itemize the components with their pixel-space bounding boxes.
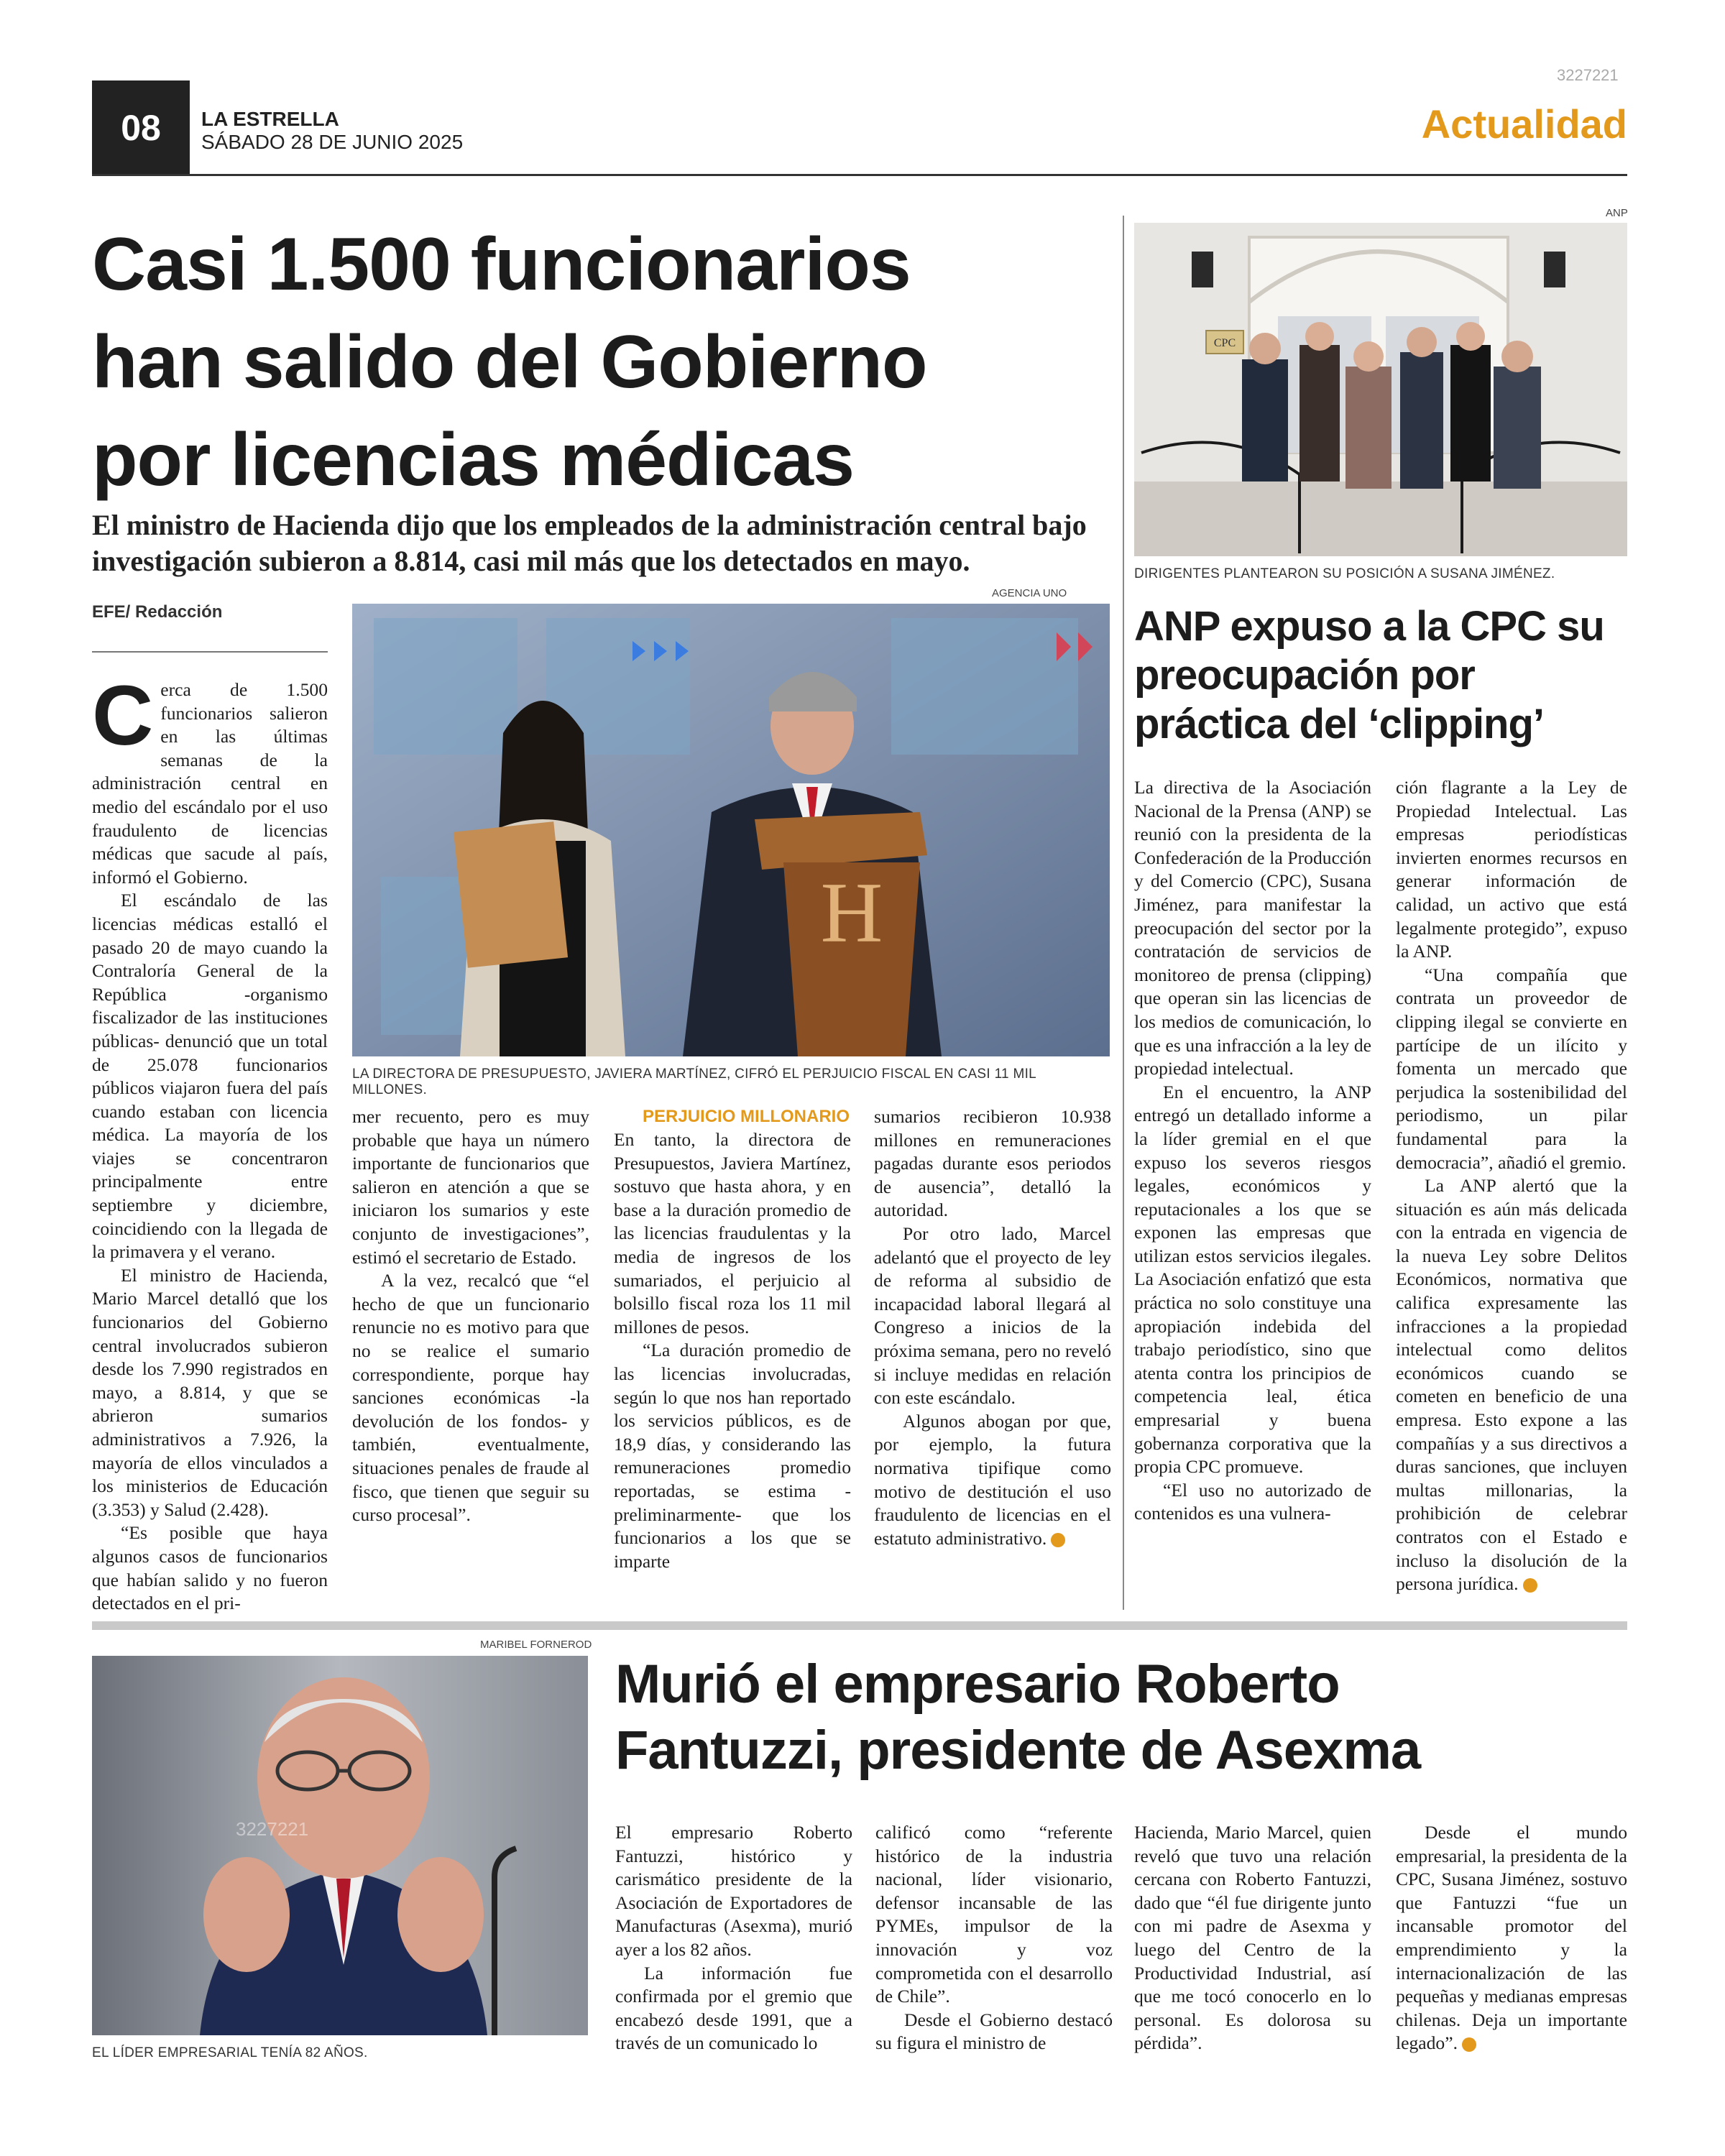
paragraph: sumarios recibieron 10.938 millones en remuneraciones pagadas durante esos periodos de ausencia”, detalló la autoridad. bbox=[874, 1106, 1111, 1221]
paragraph: Por otro lado, Marcel adelantó que el proyecto de ley de reforma al subsidio de incapacidad laboral llegará al Congreso a inicios de la próxima semana, pero no reveló si incluye medidas en relación con este escándalo. bbox=[874, 1222, 1111, 1409]
byline-rule bbox=[92, 651, 328, 653]
subhead: PERJUICIO MILLONARIO bbox=[643, 1107, 850, 1126]
side-column-2 bbox=[1396, 776, 1627, 1596]
bottom-headline-line: Murió el empresario Roberto bbox=[615, 1654, 1340, 1715]
paragraph: “El uso no autorizado de contenidos es una vulnera- bbox=[1134, 1479, 1371, 1524]
main-column-4 bbox=[874, 1105, 1111, 1550]
sign-text: CPC bbox=[1213, 337, 1236, 349]
main-headline-line: por licencias médicas bbox=[92, 418, 854, 502]
paragraph: Algunos abogan por que, por ejemplo, la futura normativa tipifique como motivo de destitución el uso fraudulento de licencias en el estatuto administrativo. bbox=[874, 1410, 1111, 1549]
bottom-headline bbox=[615, 1651, 1622, 1784]
bottom-column-4 bbox=[1396, 1821, 1627, 2055]
page-number: 08 bbox=[92, 80, 190, 175]
byline: EFE/ Redacción bbox=[92, 602, 223, 622]
side-photo bbox=[1134, 223, 1627, 556]
bottom-column-2 bbox=[875, 1821, 1113, 2055]
section-name: Actualidad bbox=[1421, 101, 1627, 147]
side-photo-credit: ANP bbox=[1606, 207, 1628, 219]
paragraph: mer recuento, pero es muy probable que haya un número importante de funcionarios que salieron en atención a que se iniciaron los sumarios y este conjunto de investigaciones”, estimó el secretario de Estado. bbox=[352, 1106, 589, 1268]
paragraph: El escándalo de las licencias médicas estalló el pasado 20 de mayo cuando la Contraloría General de la República -organismo fiscalizador de las instituciones públicas- denunció que un total de 25.078 funcionarios públicos viajaron fuera del país cuando estaban con licencia médica. La mayoría de los viajes se concentraron principalmente entre septiembre y diciembre, coincidiendo con la llegada de la primavera y el verano. bbox=[92, 890, 328, 1263]
paragraph: Desde el Gobierno destacó su figura el ministro de bbox=[875, 2009, 1113, 2054]
paragraph: “Es posible que haya algunos casos de funcionarios que habían salido y no fueron detectados en el pri- bbox=[92, 1522, 328, 1614]
side-photo-caption: DIRIGENTES PLANTEARON SU POSICIÓN A SUSANA JIMÉNEZ. bbox=[1134, 566, 1555, 581]
photo-watermark: 3227221 bbox=[236, 1818, 309, 1840]
paragraph: calificó como “referente histórico de la industria nacional, líder visionario, defensor incansable de las PYMEs, impulsor de la innovación y voz comprometida con el desarrollo de Chile”. bbox=[875, 1822, 1113, 2007]
side-column-1 bbox=[1134, 776, 1371, 1526]
publication-block bbox=[201, 108, 463, 154]
side-headline-line: ANP expuso a la CPC su bbox=[1134, 603, 1604, 650]
main-photo bbox=[352, 604, 1110, 1056]
paragraph: El empresario Roberto Fantuzzi, histórico y carismático presidente de la Asociación de Exportadores de Manufacturas (Asexma), murió ayer a los 82 años. bbox=[615, 1822, 852, 1960]
paragraph: A la vez, recalcó que “el hecho de que un funcionario renuncie no es motivo para que no se realice el sumario correspondiente, porque hay sanciones económicas -la devolución de los fondos- y también, eventualmente, situaciones penales de fraude al fisco, que tienen que seguir su curso procesal”. bbox=[352, 1270, 589, 1526]
column-divider bbox=[1123, 216, 1124, 1610]
paragraph: La ANP alertó que la situación es aún más delicada con la entrada en vigencia de la nueva Ley sobre Delitos Económicos, normativa que califica expresamente las infracciones a la propiedad intelectual como delitos económicos cuando se cometen en beneficio de una empresa. Esto expone a las compañías y a sus directivos a duras sanciones, que incluyen multas millonarias, la prohibición de celebrar contratos con el Estado e incluso la disolución de la persona jurídica. bbox=[1396, 1175, 1627, 1595]
publication-name: LA ESTRELLA bbox=[201, 108, 339, 130]
main-headline-line: han salido del Gobierno bbox=[92, 321, 927, 404]
bottom-column-1 bbox=[615, 1821, 852, 2055]
page-code: 3227221 bbox=[1557, 66, 1619, 84]
dropcap: C bbox=[92, 668, 154, 763]
end-mark-icon bbox=[1523, 1578, 1537, 1593]
main-headline bbox=[92, 216, 1098, 509]
main-photo-caption: LA DIRECTORA DE PRESUPUESTO, JAVIERA MARTÍNEZ, CIFRÓ EL PERJUICIO FISCAL EN CASI 11 MIL MILLONES. bbox=[352, 1067, 1036, 1097]
paragraph: ción flagrante a la Ley de Propiedad Intelectual. Las empresas periodísticas invierten enormes recursos en generar información de calidad, un activo que está legalmente protegido”, expuso la ANP. bbox=[1396, 777, 1627, 962]
main-deck: El ministro de Hacienda dijo que los empleados de la administración central bajo investigación subieron a 8.814, casi mil más que los detectados en mayo. bbox=[92, 509, 1087, 577]
story-separator bbox=[92, 1621, 1627, 1630]
main-photo-credit: AGENCIA UNO bbox=[992, 587, 1067, 599]
bottom-photo bbox=[92, 1656, 588, 2035]
side-headline-line: práctica del ‘clipping’ bbox=[1134, 701, 1545, 747]
main-column-1 bbox=[92, 668, 328, 1616]
side-headline bbox=[1134, 602, 1623, 749]
paragraph: “La duración promedio de las licencias involucradas, según lo que nos han reportado los servicios públicos, es de 18,9 días, y considerando las remuneraciones promedio reportadas, se estima -preliminarmente- que los funcionarios a los que se imparte bbox=[614, 1340, 851, 1572]
paragraph: Desde el mundo empresarial, la presidenta de la CPC, Susana Jiménez, sostuvo que Fantuzzi “fue un incansable promotor del emprendimiento y la internacionalización de las pequeñas y medianas empresas chilenas. Deja un importante legado”. bbox=[1396, 1822, 1627, 2054]
paragraph: La información fue confirmada por el gremio que encabezó desde 1991, que a través de un comunicado lo bbox=[615, 1962, 852, 2054]
paragraph: “Una compañía que contrata un proveedor de clipping ilegal se convierte en partícipe de un ilícito y fomenta un mercado que perjudica la sostenibilidad del periodismo, un pilar fundamental para la democracia”, añadió el gremio. bbox=[1396, 964, 1627, 1173]
end-mark-icon bbox=[1462, 2037, 1476, 2052]
publication-date: SÁBADO 28 DE JUNIO 2025 bbox=[201, 131, 464, 153]
main-column-2 bbox=[352, 1105, 589, 1527]
header-rule bbox=[92, 174, 1627, 176]
bottom-headline-line: Fantuzzi, presidente de Asexma bbox=[615, 1720, 1421, 1781]
end-mark-icon bbox=[1051, 1533, 1065, 1547]
main-column-3 bbox=[614, 1105, 851, 1573]
bottom-photo-credit: MARIBEL FORNEROD bbox=[480, 1639, 592, 1651]
paragraph: En tanto, la directora de Presupuestos, Javiera Martínez, sostuvo que hasta ahora, y en base a la duración promedio de las licencias fraudulentas y la media de ingresos de los sumariados, el perjuicio al bolsillo fiscal roza los 11 mil millones de pesos. bbox=[614, 1129, 851, 1337]
paragraph: El ministro de Hacienda, Mario Marcel detalló que los funcionarios del Gobierno central involucrados subieron desde los 7.990 registrados en mayo, a 8.814, y que se abrieron sumarios administrativos a 7.926, la mayoría de ellos vinculados a los ministerios de Educación (3.353) y Salud (2.428). bbox=[92, 1264, 328, 1520]
main-headline-line: Casi 1.500 funcionarios bbox=[92, 223, 911, 306]
svg-text:H: H bbox=[820, 865, 883, 960]
bottom-column-3 bbox=[1134, 1821, 1371, 2055]
paragraph: La directiva de la Asociación Nacional de la Prensa (ANP) se reunió con la presidenta de la Confederación de la Producción y del Comercio (CPC), Susana Jiménez, para manifestar la preocupación del sector por la contratación de servicios de monitoreo de prensa (clipping) que operan sin las licencias de los medios de comunicación, lo que es una infracción a la ley de propiedad intelectual. bbox=[1134, 777, 1371, 1079]
paragraph: erca de 1.500 funcionarios salieron en las últimas semanas de la administración central en medio del escándalo por el uso fraudulento de licencias médicas que sacude al país, informó el Gobierno. bbox=[92, 679, 328, 888]
side-headline-line: preocupación por bbox=[1134, 652, 1475, 699]
paragraph: En el encuentro, la ANP entregó un detallado informe a la líder gremial en el que expuso los severos riesgos legales, económicos y reputacionales a los que se exponen las empresas que utilizan estos servicios ilegales. La Asociación enfatizó que esta práctica no solo constituye una apropiación indebida del trabajo periodístico, sino que atenta contra los principios de competencia leal, ética empresarial y buena gobernanza corporativa que la propia CPC promueve. bbox=[1134, 1081, 1371, 1478]
bottom-photo-caption: EL LÍDER EMPRESARIAL TENÍA 82 AÑOS. bbox=[92, 2045, 368, 2060]
paragraph: Hacienda, Mario Marcel, quien reveló que tuvo una relación cercana con Roberto Fantuzzi, dado que “él fue dirigente junto con mi padre de Asexma y luego del Centro de la Productividad Industrial, así que me tocó conocerlo en lo personal. Es dolorosa su pérdida”. bbox=[1134, 1822, 1371, 2054]
